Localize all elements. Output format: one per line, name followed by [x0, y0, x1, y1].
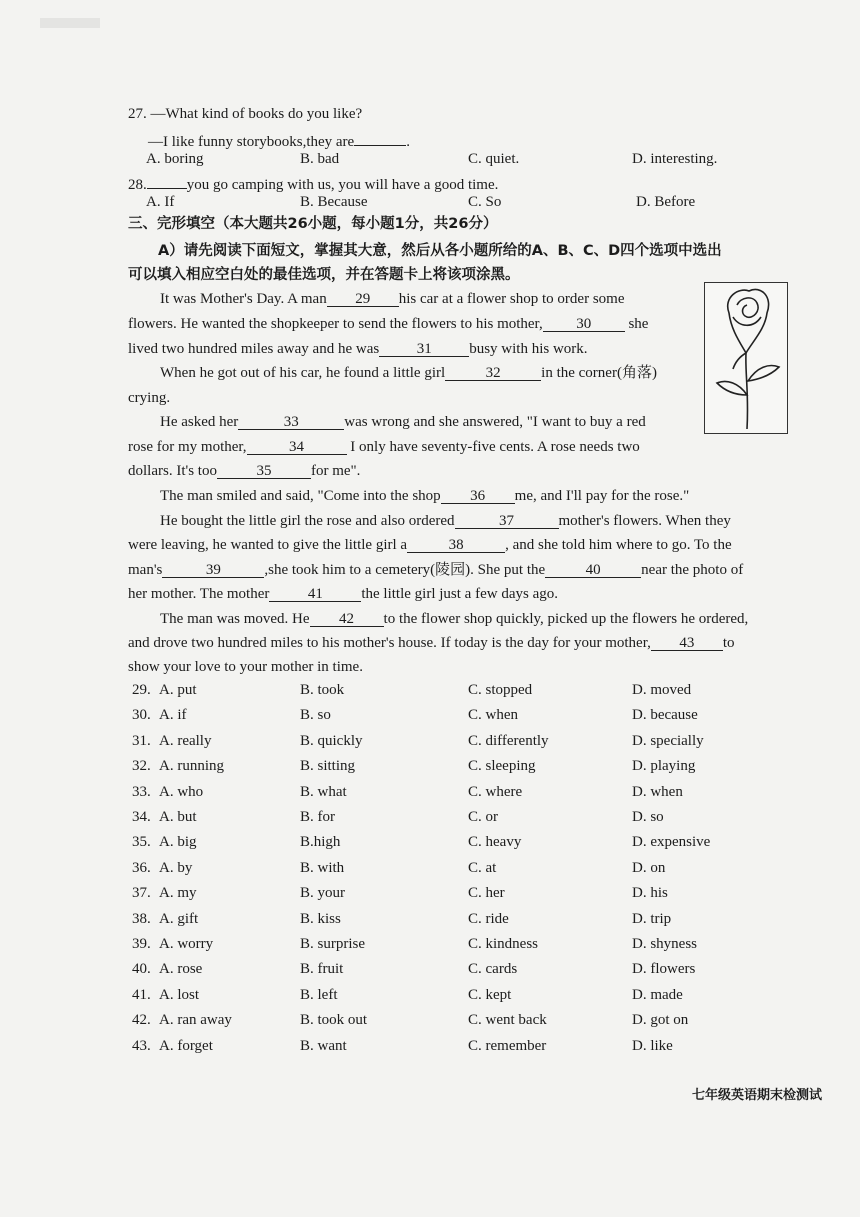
choice-option-d: D. when: [632, 783, 683, 800]
choice-number: 40.: [132, 961, 151, 978]
choice-option-b: B. with: [300, 859, 345, 876]
choice-number: 32.: [132, 758, 151, 775]
choice-option-a: A. gift: [159, 910, 199, 927]
choice-option-a: A. if: [159, 707, 187, 724]
passage-line-1: It was Mother's Day. A man 29 his car at a flower shop to order some: [160, 291, 625, 307]
choice-option-d: D. flowers: [632, 961, 696, 978]
choice-option-a: A. running: [159, 758, 224, 775]
blank-34: 34: [247, 437, 347, 455]
blank-30: 30: [543, 314, 625, 332]
passage-line-14: The man was moved. He 42 to the flower shop quickly, picked up the flowers he ordered,: [160, 611, 749, 627]
choice-number: 35.: [132, 834, 151, 851]
choice-option-a: A. forget: [159, 1037, 213, 1054]
choice-number: 33.: [132, 783, 151, 800]
blank-42: 42: [310, 609, 384, 627]
choice-option-c: C. stopped: [468, 682, 533, 698]
blank-29: 29: [327, 289, 399, 307]
passage-line-7: rose for my mother, 34 I only have seventy-five cents. A rose needs two: [128, 439, 640, 455]
choice-option-a: A. ran away: [159, 1012, 232, 1029]
choice-number: 39.: [132, 936, 151, 952]
scan-smudge: [40, 18, 100, 28]
passage-line-5: crying.: [128, 390, 171, 406]
choice-option-b: B. what: [300, 783, 347, 800]
choice-option-c: C. remember: [468, 1037, 547, 1054]
choice-option-d: D. on: [632, 859, 666, 876]
choice-option-d: D. shyness: [632, 936, 698, 952]
blank-43: 43: [651, 633, 723, 651]
choice-option-d: D. so: [632, 809, 664, 825]
choice-option-b: B. surprise: [300, 936, 365, 952]
q28-option-c: C. So: [468, 194, 502, 210]
choice-option-d: D. moved: [632, 682, 692, 698]
choice-option-b: B. kiss: [300, 910, 341, 927]
choice-number: 41.: [132, 986, 151, 1003]
choice-option-a: A. put: [159, 682, 197, 698]
instruction-line-2: 可以填入相应空白处的最佳选项，并在答题卡上将该项涂黑。: [128, 267, 520, 283]
section-title: 三、完形填空（本大题共26小题，每小题1分，共26分）: [128, 216, 498, 232]
choice-option-b: B. left: [300, 986, 338, 1003]
blank-37: 37: [455, 511, 559, 529]
choice-number: 34.: [132, 809, 151, 825]
choice-option-b: B. sitting: [300, 758, 356, 775]
choice-option-d: D. got on: [632, 1012, 689, 1029]
choice-option-a: A. worry: [159, 936, 214, 952]
instruction-line-1: A）请先阅读下面短文，掌握其大意，然后从各小题所给的A、B、C、D四个选项中选出: [158, 243, 722, 259]
choice-option-a: A. by: [159, 859, 193, 876]
choice-option-c: C. went back: [468, 1012, 547, 1029]
choice-option-a: A. but: [159, 809, 197, 825]
passage-line-11: were leaving, he wanted to give the little girl a 38 , and she told him where to go. To the: [128, 537, 732, 553]
passage-line-10: He bought the little girl the rose and also ordered 37 mother's flowers. When they: [160, 513, 731, 529]
choice-option-c: C. when: [468, 707, 518, 724]
passage-line-3: lived two hundred miles away and he was 31 busy with his work.: [128, 341, 588, 357]
q28-option-a: A. If: [146, 194, 175, 210]
blank-35: 35: [217, 461, 311, 479]
choice-option-d: D. his: [632, 885, 668, 902]
footer-exam-title: 七年级英语期末检测试: [691, 1088, 822, 1103]
choice-option-c: C. cards: [468, 961, 518, 978]
blank-32: 32: [445, 363, 541, 381]
choice-option-b: B. want: [300, 1037, 347, 1054]
choice-number: 31.: [132, 732, 151, 749]
choice-option-d: D. playing: [632, 758, 696, 775]
choice-option-b: B. fruit: [300, 961, 344, 978]
passage-line-15: and drove two hundred miles to his mother's house. If today is the day for your mother, 43 to: [128, 635, 735, 651]
choice-option-c: C. or: [468, 809, 498, 825]
choice-option-a: A. lost: [159, 986, 200, 1003]
choice-option-c: C. sleeping: [468, 758, 536, 775]
q27-option-a: A. boring: [146, 151, 204, 167]
choice-option-a: A. my: [159, 885, 197, 902]
choice-number: 37.: [132, 885, 151, 902]
choice-option-b: B. quickly: [300, 732, 363, 749]
question-27-reply: —I like funny storybooks,they are .: [148, 128, 410, 152]
question-27-stem: 27. —What kind of books do you like?: [128, 106, 363, 122]
blank-36: 36: [441, 486, 515, 504]
choice-option-c: C. heavy: [468, 834, 522, 851]
choice-option-c: C. where: [468, 783, 523, 800]
choice-number: 42.: [132, 1012, 151, 1029]
passage-line-13: her mother. The mother 41 the little girl just a few days ago.: [128, 586, 558, 602]
choice-option-d: D. trip: [632, 910, 672, 927]
choice-number: 43.: [132, 1037, 151, 1054]
choice-option-d: D. expensive: [632, 834, 711, 851]
blank-31: 31: [379, 339, 469, 357]
choice-option-d: D. like: [632, 1037, 673, 1054]
question-28-stem: 28. you go camping with us, you will have a good time.: [128, 171, 498, 195]
choice-option-a: A. really: [159, 732, 212, 749]
passage-line-4: When he got out of his car, he found a little girl 32 in the corner(角落): [160, 365, 657, 381]
question-27-blank: [354, 128, 406, 146]
choice-option-b: B. your: [300, 885, 345, 902]
passage-line-12: man's 39 ,she took him to a cemetery(陵园). She put the 40 near the photo of: [128, 562, 744, 578]
blank-40: 40: [545, 560, 641, 578]
choice-option-a: A. who: [159, 783, 204, 800]
q28-option-b: B. Because: [300, 194, 368, 210]
rose-illustration-icon: [705, 283, 787, 433]
rose-illustration: [704, 282, 788, 434]
choice-option-c: C. at: [468, 859, 497, 876]
choice-option-b: B. took out: [300, 1012, 368, 1029]
blank-33: 33: [238, 412, 344, 430]
choice-option-d: D. made: [632, 986, 683, 1003]
choice-option-c: C. kindness: [468, 936, 539, 952]
blank-39: 39: [162, 560, 264, 578]
blank-38: 38: [407, 535, 505, 553]
blank-41: 41: [269, 584, 361, 602]
q27-option-c: C. quiet.: [468, 151, 520, 167]
passage-line-6: He asked her 33 was wrong and she answered, "I want to buy a red: [160, 414, 646, 430]
choice-option-b: B.high: [300, 834, 341, 851]
q27-option-d: D. interesting.: [632, 151, 718, 167]
passage-line-9: The man smiled and said, "Come into the shop 36 me, and I'll pay for the rose.": [160, 488, 690, 504]
choice-option-a: A. big: [159, 834, 197, 851]
choice-option-c: C. differently: [468, 732, 549, 749]
choice-option-c: C. her: [468, 885, 505, 902]
choice-option-b: B. for: [300, 809, 335, 825]
passage-line-16: show your love to your mother in time.: [128, 659, 363, 675]
choice-option-b: B. took: [300, 682, 345, 698]
q28-option-d: D. Before: [636, 194, 696, 210]
choice-number: 29.: [132, 682, 151, 698]
choice-option-c: C. kept: [468, 986, 512, 1003]
choice-number: 38.: [132, 910, 151, 927]
passage-line-2: flowers. He wanted the shopkeeper to send the flowers to his mother, 30 she: [128, 316, 649, 332]
question-28-blank: [147, 171, 187, 189]
choice-option-b: B. so: [300, 707, 331, 724]
choice-option-c: C. ride: [468, 910, 509, 927]
choice-option-a: A. rose: [159, 961, 203, 978]
choice-option-d: D. specially: [632, 732, 704, 749]
choice-option-d: D. because: [632, 707, 698, 724]
q27-option-b: B. bad: [300, 151, 340, 167]
choice-number: 30.: [132, 707, 151, 724]
choice-number: 36.: [132, 859, 151, 876]
passage-line-8: dollars. It's too 35 for me".: [128, 463, 361, 479]
